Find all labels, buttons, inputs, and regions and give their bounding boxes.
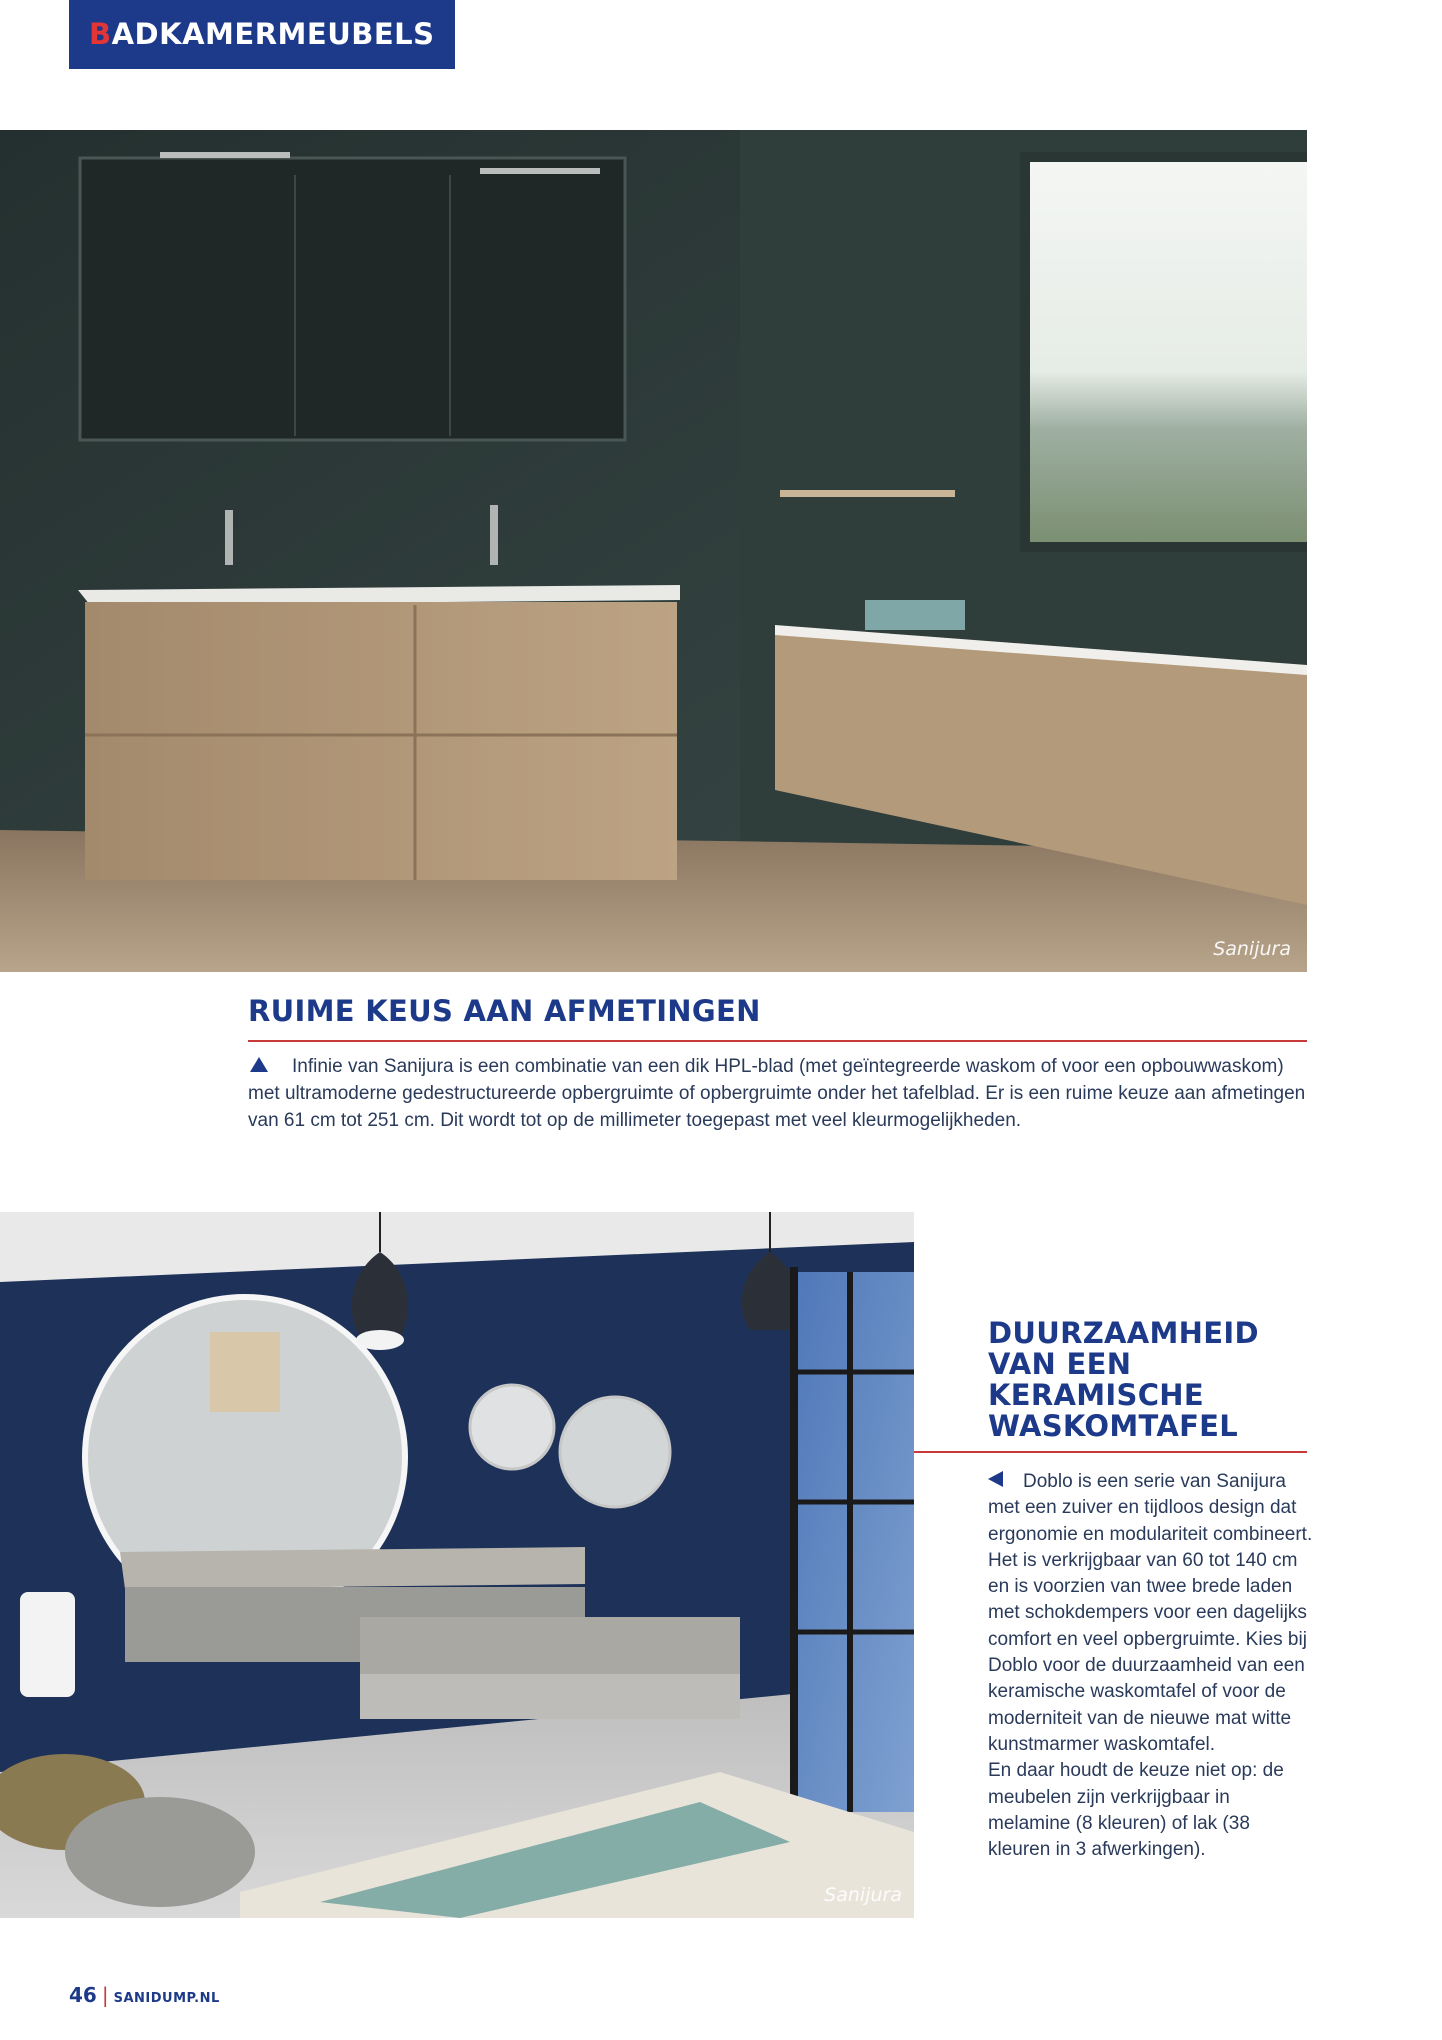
bathroom-photo-doblo (0, 1212, 914, 1918)
site-name: SANIDUMP.NL (113, 1991, 220, 2006)
article-body (248, 1053, 1310, 1134)
bathroom-illustration-infinie (0, 130, 1307, 972)
article-body (988, 1469, 1313, 1863)
article-heading: RUIME KEUS AAN AFMETINGEN (248, 994, 761, 1028)
bathroom-illustration-doblo (0, 1212, 914, 1918)
bathroom-photo-infinie (0, 130, 1307, 972)
page-number: 46 (69, 1983, 97, 2007)
photo-credit: Sanijura (824, 1884, 902, 1906)
photo-credit: Sanijura (1213, 938, 1291, 960)
heading-line: DUURZAAMHEID (988, 1316, 1259, 1350)
article-heading (988, 1318, 1318, 1442)
triangle-up-icon (250, 1057, 268, 1072)
heading-divider (914, 1451, 1307, 1453)
article-body-text: En daar houdt de keuze niet op: de meubelen zijn verkrijgbaar in melamine (8 kleuren) of lak (38 kleuren in 3 afwerkingen). (988, 1760, 1284, 1861)
heading-line: VAN EEN (988, 1347, 1132, 1381)
triangle-left-icon (988, 1471, 1003, 1487)
section-tab (69, 0, 455, 69)
footer-separator: | (101, 1983, 109, 2007)
page-footer (69, 1983, 220, 2007)
section-tab-label: ADKAMERMEUBELS (111, 17, 435, 51)
heading-line: KERAMISCHE (988, 1378, 1204, 1412)
article-body-text: Doblo is een serie van Sanijura met een zuiver en tijdloos design dat ergonomie en modulariteit combineert. Het is verkrijgbaar van 60 tot 140 cm en is voorzien van twee brede laden met schokdempers voor een dagelijks comfort en veel opbergruimte. Kies bij Doblo voor de duurzaamheid van een keramische waskomtafel of voor de moderniteit van de nieuwe mat witte kunstmarmer waskomtafel. (988, 1471, 1313, 1755)
section-tab-first-letter: B (89, 17, 112, 51)
heading-line: WASKOMTAFEL (988, 1409, 1239, 1443)
article-body-text: Infinie van Sanijura is een combinatie van een dik HPL-blad (met geïntegreerde waskom of voor een opbouwwaskom) met ultramoderne gedestructureerde opbergruimte of opbergruimte onder het tafelblad. Er is een ruime keuze aan afmetingen van 61 cm tot 251 cm. Dit wordt tot op de millimeter toegepast met veel kleurmogelijkheden. (248, 1056, 1306, 1131)
heading-divider (248, 1040, 1307, 1042)
